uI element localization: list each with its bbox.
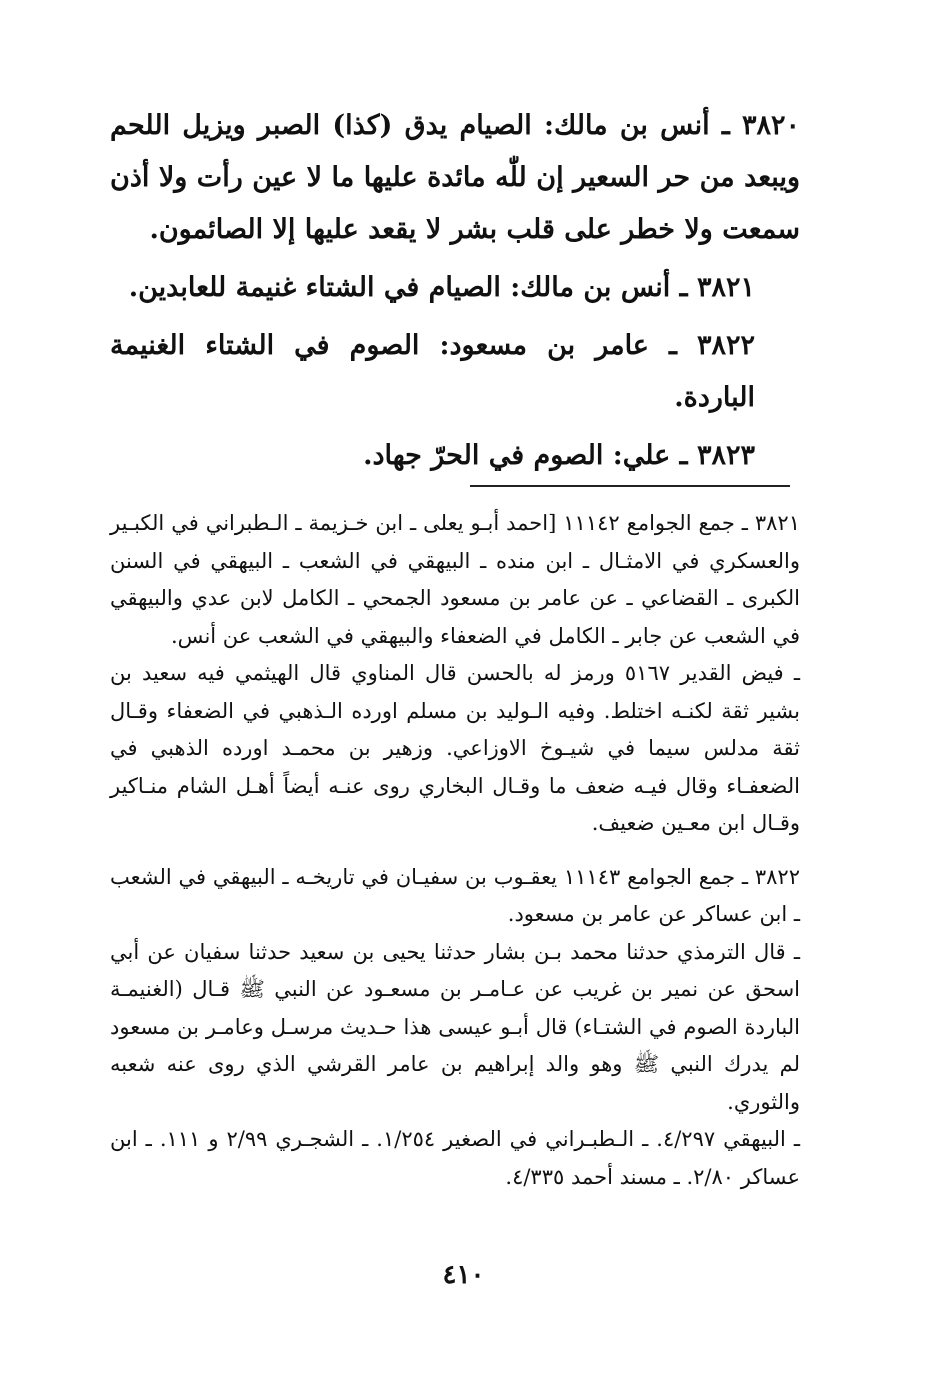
entry-narrator: أنس بن مالك — [553, 110, 710, 141]
entry-number: ٣٨٢٣ — [696, 440, 755, 471]
entry-3823 — [110, 430, 800, 482]
entry-3822 — [110, 320, 800, 424]
entry-text: : الصوم في الحرّ جهاد. — [363, 440, 623, 471]
entry-text: : الصيام يدق (كذا) الصبر ويزيل اللحم ويبعد من حر السعير إن للّٰه مائدة عليها ما لا عين رأت ولا أذن سمعت ولا خطر على قلب بشر لا يقعد عليها إلا الصائمون. — [110, 110, 800, 245]
footnotes — [110, 505, 800, 1196]
page-number: ٤١٠ — [442, 1260, 485, 1290]
entry-number: ٣٨٢٢ — [696, 330, 755, 361]
footnote-divider — [470, 485, 790, 487]
entry-3820 — [110, 100, 800, 256]
entry-narrator: علي — [622, 440, 671, 471]
entry-text: : الصيام في الشتاء غنيمة للعابدين. — [128, 272, 521, 303]
entry-narrator: أنس بن مالك — [520, 272, 671, 303]
footnote-3822-tirmidhi: ـ قال الترمذي حدثنا محمد بـن بشار حدثنا يحيى بن سعيد حدثنا سفيان عن أبي اسحق عن نمير بن غريب عن عـامـر بن مسعـود عن النبي ﷺ قـال (الغنيمـة الباردة الصوم في الشتـاء) قال أبـو عيسى هذا حـديث مرسـل وعامـر بن مسعود لم يدرك النبي ﷺ وهو والد إبراهيم بن عامر القرشي الذي روى عنه شعبه والثوري. — [110, 939, 800, 1114]
footnote-3821-commentary: ـ فيض القدير ٥١٦٧ ورمز له بالحسن قال المناوي قال الهيثمي فيه سعيد بن بشير ثقة لكنـه اختلط. وفيه الـوليد بن مسلم اورده الـذهبي في الضعفاء وقـال ثقة مدلس سيما في شيـوخ الاوزاعي. وزهير بن محمـد اورده الذهبي في الضعفـاء وقال فيـه ضعف ما وقـال البخاري روى عنـه أيضاً أهـل الشام منـاكير وقـال ابن معـين ضعيف. — [110, 661, 800, 835]
entry-narrator: عامر بن مسعود — [449, 330, 649, 361]
footnote-3822: ٣٨٢٢ ـ جمع الجوامع ١١١٤٣ يعقـوب بن سفيـان في تاريخـه ـ البيهقي في الشعب ـ ابن عساكر عن عامر بن مسعود. — [110, 864, 800, 926]
entry-number: ٣٨٢١ — [696, 272, 755, 303]
footnote-3822-sources: ـ البيهقي ٤/٢٩٧. ـ الـطبـراني في الصغير ١/٢٥٤. ـ الشجـري ٢/٩٩ و ١١١. ـ ابن عساكر ٢/٨٠. ـ مسند أحمد ٤/٣٣٥. — [110, 1127, 801, 1189]
entry-dash: ـ — [648, 330, 697, 361]
entry-dash: ـ — [670, 272, 697, 303]
main-text — [110, 100, 800, 488]
entry-3821 — [110, 262, 800, 314]
footnote-3821: ٣٨٢١ ـ جمع الجوامع ١١١٤٢ [احمد أبـو يعلى ـ ابن خـزيمة ـ الـطبراني في الكبـير والعسكري في الامثـال ـ ابن منده ـ البيهقي في الشعب ـ البيهقي في السنن الكبرى ـ القضاعي ـ عن عامر بن مسعود الجمحي ـ الكامل لابن عدي والبيهقي في الشعب عن جابر ـ الكامل في الضعفاء والبيهقي في الشعب عن أنس. — [110, 511, 800, 648]
entry-number: ٣٨٢٠ — [741, 110, 800, 141]
entry-text: : الصوم في الشتاء الغنيمة الباردة. — [110, 330, 755, 413]
entry-dash: ـ — [670, 440, 697, 471]
entry-dash: ـ — [709, 110, 742, 141]
